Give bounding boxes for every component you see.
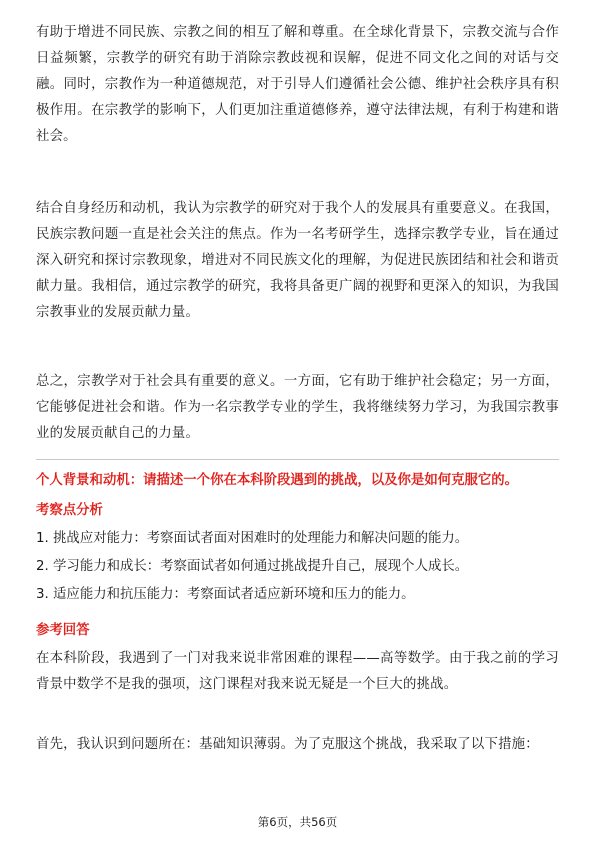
section-divider	[36, 459, 559, 460]
body-paragraph-1: 有助于增进不同民族、宗教之间的相互了解和尊重。在全球化背景下，宗教交流与合作日益频繁，宗教学的研究有助于消除宗教歧视和误解，促进不同文化之间的对话与交融。同时，宗教作为一种道德规范，对于引导人们遵循社会公德、维护社会秩序具有积极作用。在宗教学的影响下，人们更加注重道德修养，遵守法律法规，有利于构建和谐社会。	[36, 25, 559, 144]
analysis-title: 考察点分析	[36, 503, 103, 518]
answer-paragraph-1: 在本科阶段，我遇到了一门对我来说非常困难的课程——高等数学。由于我之前的学习背景中数学不是我的强项，这门课程对我来说无疑是一个巨大的挑战。	[36, 651, 559, 692]
body-paragraph-2: 结合自身经历和动机，我认为宗教学的研究对于我个人的发展具有重要意义。在我国，民族宗教问题一直是社会关注的焦点。作为一名考研学生，选择宗教学专业，旨在通过深入研究和探讨宗教现象，增进对不同民族文化的理解，为促进民族团结和社会和谐贡献力量。我相信，通过宗教学的研究，我将具备更广阔的视野和更深入的知识，为我国宗教事业的发展贡献力量。	[36, 201, 559, 320]
analysis-item-3: 3. 适应能力和抗压能力：考察面试者适应新环境和压力的能力。	[36, 587, 415, 602]
analysis-item-2: 2. 学习能力和成长：考察面试者如何通过挑战提升自己，展现个人成长。	[36, 559, 469, 574]
answer-paragraph-2: 首先，我认识到问题所在：基础知识薄弱。为了克服这个挑战，我采取了以下措施：	[36, 737, 539, 752]
interview-question: 个人背景和动机：请描述一个你在本科阶段遇到的挑战，以及你是如何克服它的。	[36, 473, 519, 488]
answer-title: 参考回答	[36, 623, 90, 638]
body-paragraph-3: 总之，宗教学对于社会具有重要的意义。一方面，它有助于维护社会稳定；另一方面，它能够促进社会和谐。作为一名宗教学专业的学生，我将继续努力学习，为我国宗教事业的发展贡献自己的力量。	[36, 374, 559, 441]
page-number: 第6页，共56页	[257, 815, 338, 829]
analysis-item-1: 1. 挑战应对能力：考察面试者面对困难时的处理能力和解决问题的能力。	[36, 531, 469, 546]
